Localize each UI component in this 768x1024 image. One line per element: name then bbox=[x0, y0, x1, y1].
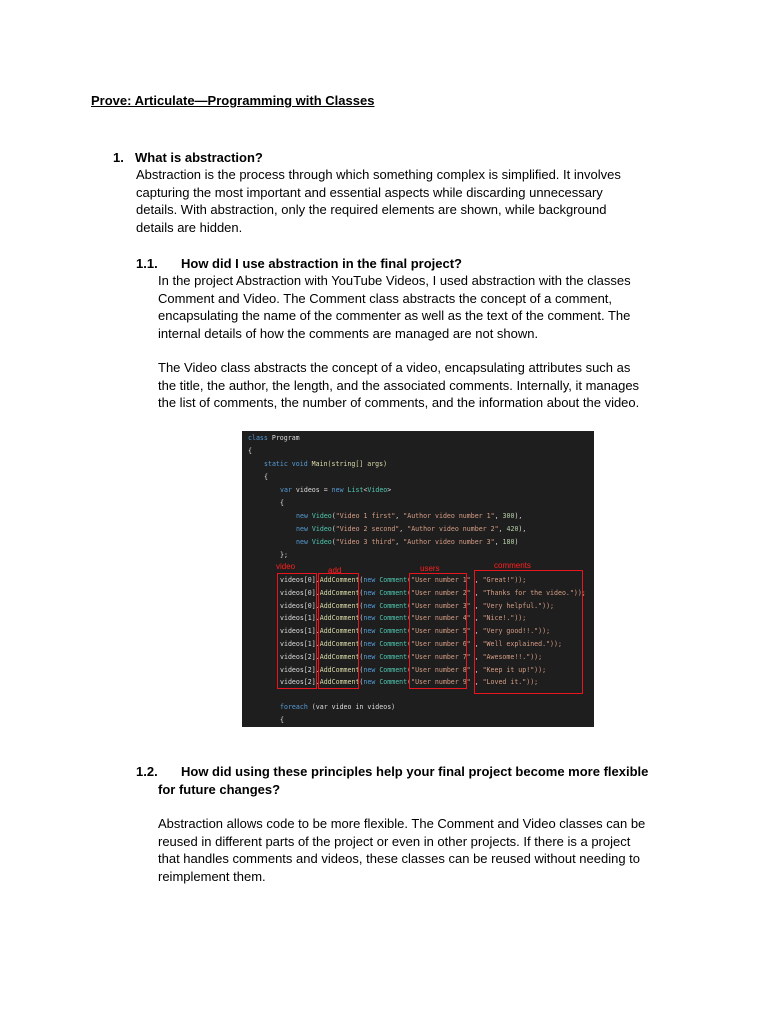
highlight-box-video bbox=[277, 573, 317, 689]
code-line-add-comment: videos[1].AddComment(new Comment("User number 6" , "Well explained.")); bbox=[280, 640, 562, 648]
code-line-video-1: new Video("Video 1 first", "Author video number 1", 300), bbox=[296, 512, 523, 520]
code-line-add-comment: videos[0].AddComment(new Comment("User number 2" , "Thanks for the video.")); bbox=[280, 588, 586, 597]
question-1-1-answer-paragraph-1: In the project Abstraction with YouTube Videos, I used abstraction with the classes Comment and Video. The Comment class abstracts the concept of a comment, encapsulating the name of the commenter as well as the text of the comment. The internal details of how the comments are managed are not shown. bbox=[158, 273, 631, 341]
highlight-box-comments bbox=[474, 570, 583, 694]
code-line-var: var videos = new List<Video> bbox=[280, 486, 392, 494]
code-line-close: }; bbox=[280, 551, 288, 559]
highlight-box-users bbox=[409, 573, 467, 689]
question-1-1-answer-paragraph-2: The Video class abstracts the concept of a video, encapsulating attributes such as the title, the author, the length, and the associated comments. Internally, it manages the list of comments, the number of comments, and the information about the video. bbox=[158, 360, 640, 410]
code-line-brace: { bbox=[248, 447, 252, 455]
code-line-foreach: foreach (var video in videos) bbox=[280, 703, 396, 711]
code-line-add-comment: videos[2].AddComment(new Comment("User number 8" , "Keep it up!")); bbox=[280, 665, 547, 674]
code-line-video-2: new Video("Video 2 second", "Author video number 2", 420), bbox=[296, 525, 527, 533]
question-1-2-answer: Abstraction allows code to be more flexible. The Comment and Video classes can be reused in different parts of the project or even in other projects. If there is a project that handles comments and videos, these classes can be reused without needing to reimplement them. bbox=[158, 816, 646, 884]
question-1-1-heading bbox=[136, 255, 462, 273]
question-1-answer: Abstraction is the process through which something complex is simplified. It involves capturing the most important and essential aspects while discarding unnecessary details. With abstraction, only the required elements are shown, while background details are hidden. bbox=[136, 167, 621, 235]
question-1-2-number: 1.2. bbox=[136, 764, 158, 779]
code-line-brace: { bbox=[280, 499, 284, 507]
question-1-1-text: How did I use abstraction in the final project? bbox=[181, 256, 462, 271]
code-line-add-comment: videos[1].AddComment(new Comment("User number 5" , "Very good!!.")); bbox=[280, 627, 551, 636]
question-1-2-heading bbox=[136, 763, 696, 798]
code-line-add-comment: videos[2].AddComment(new Comment("User number 9" , "Loved it.")); bbox=[280, 678, 539, 687]
annotation-add: add bbox=[328, 566, 342, 575]
question-1-heading bbox=[113, 150, 263, 165]
code-line-brace: { bbox=[280, 716, 284, 724]
code-line-add-comment: videos[0].AddComment(new Comment("User number 3" , "Very helpful.")); bbox=[280, 601, 555, 610]
code-line-add-comment: videos[1].AddComment(new Comment("User number 4" , "Nice!.")); bbox=[280, 614, 527, 623]
annotation-users: users bbox=[420, 564, 440, 573]
question-1-number: 1. bbox=[113, 150, 124, 165]
code-line-add-comment: videos[2].AddComment(new Comment("User number 7" , "Awesome!!.")); bbox=[280, 652, 543, 661]
code-line-main: static void Main(string[] args) bbox=[264, 460, 388, 468]
code-line-brace: { bbox=[264, 473, 268, 481]
annotation-video: video bbox=[276, 562, 296, 571]
code-line-video-3: new Video("Video 3 third", "Author video number 3", 180) bbox=[296, 538, 519, 546]
code-line-add-comment: videos[0].AddComment(new Comment("User number 1" , "Great!")); bbox=[280, 576, 527, 584]
question-1-2-text-line-1: How did using these principles help your final project become more flexible bbox=[181, 764, 649, 779]
question-1-2-text-line-2: for future changes? bbox=[158, 781, 281, 797]
question-1-text: What is abstraction? bbox=[135, 150, 263, 165]
code-screenshot bbox=[242, 431, 594, 727]
page-title: Prove: Articulate—Programming with Classes bbox=[91, 93, 375, 108]
highlight-box-add bbox=[318, 573, 359, 689]
annotation-comments: comments bbox=[494, 561, 531, 570]
code-line-class: class Program bbox=[248, 434, 300, 442]
question-1-1-number: 1.1. bbox=[136, 256, 158, 271]
